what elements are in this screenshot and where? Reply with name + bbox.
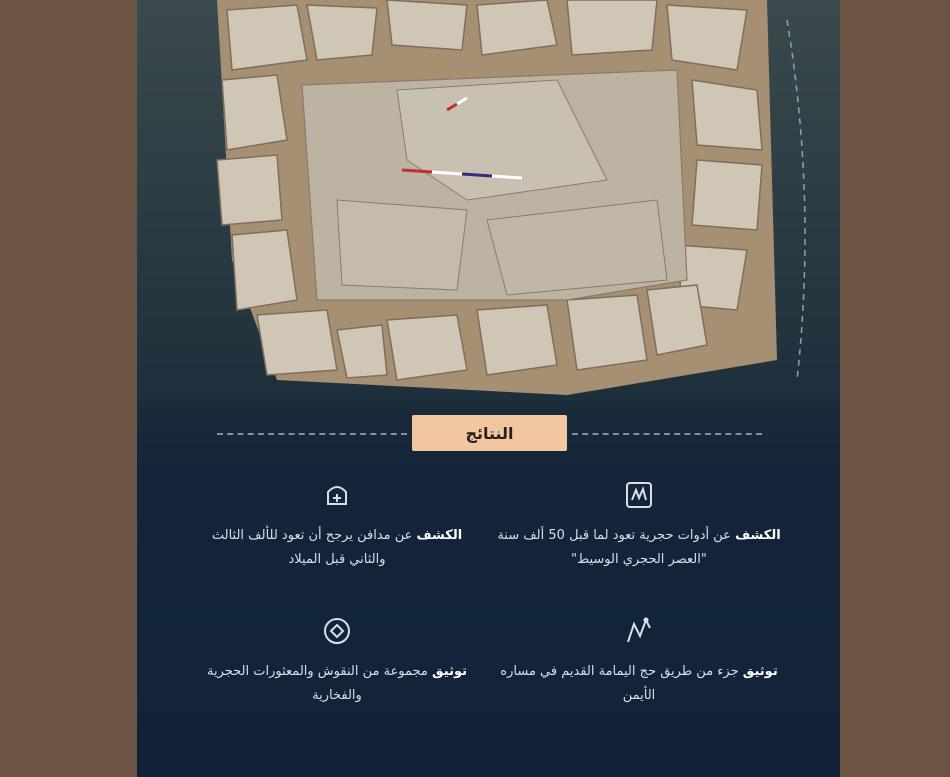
finding-text: جزء من طريق حج اليمامة القديم في مساره الأيمن bbox=[500, 664, 739, 703]
right-frame bbox=[840, 0, 950, 777]
route-icon bbox=[622, 614, 656, 648]
left-frame bbox=[0, 0, 137, 777]
excavation-site-photo bbox=[137, 0, 840, 400]
artifact-icon bbox=[320, 614, 354, 648]
finding-lead: الكشف bbox=[735, 528, 781, 543]
finding-lead: توثيق bbox=[432, 664, 467, 679]
finding-stone-tools bbox=[494, 478, 784, 572]
finding-lead: الكشف bbox=[416, 528, 463, 543]
finding-hajj-route bbox=[494, 614, 784, 708]
burial-icon bbox=[320, 478, 354, 512]
finding-inscriptions bbox=[192, 614, 482, 708]
stone-tool-icon bbox=[622, 478, 656, 512]
infographic-panel bbox=[137, 0, 840, 777]
finding-lead: توثيق bbox=[742, 664, 778, 679]
finding-text: عن أدوات حجرية تعود لما قبل 50 ألف سنة "العصر الحجري الوسيط" bbox=[497, 528, 731, 567]
results-header bbox=[217, 415, 762, 451]
finding-text: عن مدافن يرجح أن تعود للألف الثالث والثاني قبل الميلاد bbox=[211, 528, 413, 567]
results-title: النتائج bbox=[412, 415, 567, 451]
divider-left bbox=[217, 433, 407, 435]
divider-right bbox=[572, 433, 762, 435]
finding-text: مجموعة من النقوش والمعثورات الحجرية والفخارية bbox=[207, 664, 428, 703]
finding-burials bbox=[192, 478, 482, 572]
